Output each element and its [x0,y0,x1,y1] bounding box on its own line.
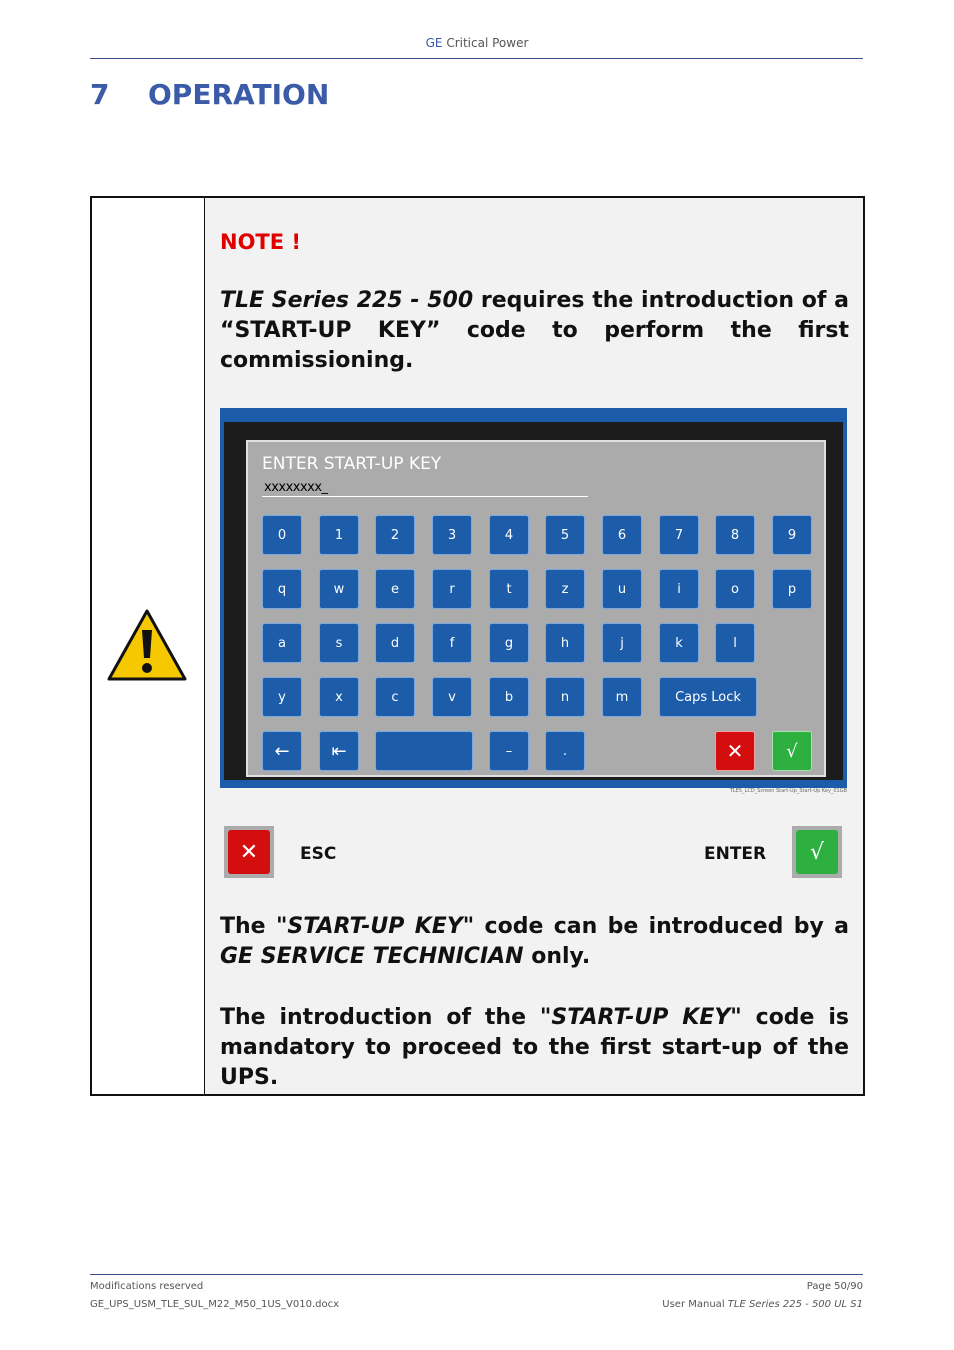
key-e[interactable]: e [375,569,415,609]
company-label: Critical Power [446,36,529,50]
enter-icon: √ [796,830,838,874]
key-7[interactable]: 7 [659,515,699,555]
key-t[interactable]: t [489,569,529,609]
key-m[interactable]: m [602,677,642,717]
footer-page-number: Page 50/90 [806,1281,863,1292]
key-g[interactable]: g [489,623,529,663]
key-x[interactable]: x [319,677,359,717]
key-j[interactable]: j [602,623,642,663]
key-6[interactable]: 6 [602,515,642,555]
backspace-key[interactable]: ← [262,731,302,771]
note-box [90,196,865,1096]
footer-modifications: Modifications reserved [90,1281,204,1292]
key-i[interactable]: i [659,569,699,609]
note-paragraph-3: The introduction of the "START-UP KEY" code is mandatory to proceed to the first start-up of the UPS. [220,1005,850,1090]
screen-frame [224,422,843,780]
key-u[interactable]: u [602,569,642,609]
key-4[interactable]: 4 [489,515,529,555]
key-1[interactable]: 1 [319,515,359,555]
confirm-key[interactable]: √ [772,731,812,771]
key-q[interactable]: q [262,569,302,609]
dash-key[interactable]: – [489,731,529,771]
key-5[interactable]: 5 [545,515,585,555]
key-a[interactable]: a [262,623,302,663]
key-2[interactable]: 2 [375,515,415,555]
page-header [0,36,954,50]
note-paragraph-1: TLE Series 225 - 500 requires the introduction of a “START-UP KEY” code to perform the first commissioning. [220,288,849,373]
entry-underline [262,496,588,497]
start-up-key-screen [220,408,847,788]
keyboard-panel [246,440,826,777]
warning-icon [106,608,188,682]
esc-label: ESC [300,844,337,864]
section-title: OPERATION [148,78,330,111]
key-entry-field[interactable]: xxxxxxxx_ [264,480,328,495]
note-paragraph-2: The "START-UP KEY" code can be introduced by a GE SERVICE TECHNICIAN only. [220,914,849,969]
key-y[interactable]: y [262,677,302,717]
enter-label: ENTER [704,844,767,864]
header-divider [90,58,863,59]
caps-lock-key[interactable]: Caps Lock [659,677,757,717]
icon-cell [92,198,205,1094]
key-h[interactable]: h [545,623,585,663]
key-8[interactable]: 8 [715,515,755,555]
key-o[interactable]: o [715,569,755,609]
screen-title: ENTER START-UP KEY [262,454,442,474]
key-c[interactable]: c [375,677,415,717]
section-number: 7 [90,78,110,111]
key-z[interactable]: z [545,569,585,609]
footer-filename: GE_UPS_USM_TLE_SUL_M22_M50_1US_V010.docx [90,1299,340,1310]
key-r[interactable]: r [432,569,472,609]
key-d[interactable]: d [375,623,415,663]
key-l[interactable]: l [715,623,755,663]
key-f[interactable]: f [432,623,472,663]
key-w[interactable]: w [319,569,359,609]
tab-key[interactable]: ⇤ [319,731,359,771]
key-0[interactable]: 0 [262,515,302,555]
key-s[interactable]: s [319,623,359,663]
key-n[interactable]: n [545,677,585,717]
brand-label: GE [425,36,443,50]
footer-divider [90,1274,863,1275]
screen-caption: TLE5_LCD_Screen Start-Up_Start-Up Key_01GB [729,788,847,794]
key-v[interactable]: v [432,677,472,717]
note-label: NOTE ! [220,230,301,254]
space-key[interactable] [375,731,473,771]
key-3[interactable]: 3 [432,515,472,555]
cancel-key[interactable]: ✕ [715,731,755,771]
esc-legend-button [224,826,274,878]
key-k[interactable]: k [659,623,699,663]
footer-manual-title: User Manual TLE Series 225 - 500 UL S1 [662,1299,863,1310]
esc-icon: ✕ [228,830,270,874]
key-p[interactable]: p [772,569,812,609]
dot-key[interactable]: . [545,731,585,771]
key-9[interactable]: 9 [772,515,812,555]
enter-legend-button [792,826,842,878]
key-b[interactable]: b [489,677,529,717]
